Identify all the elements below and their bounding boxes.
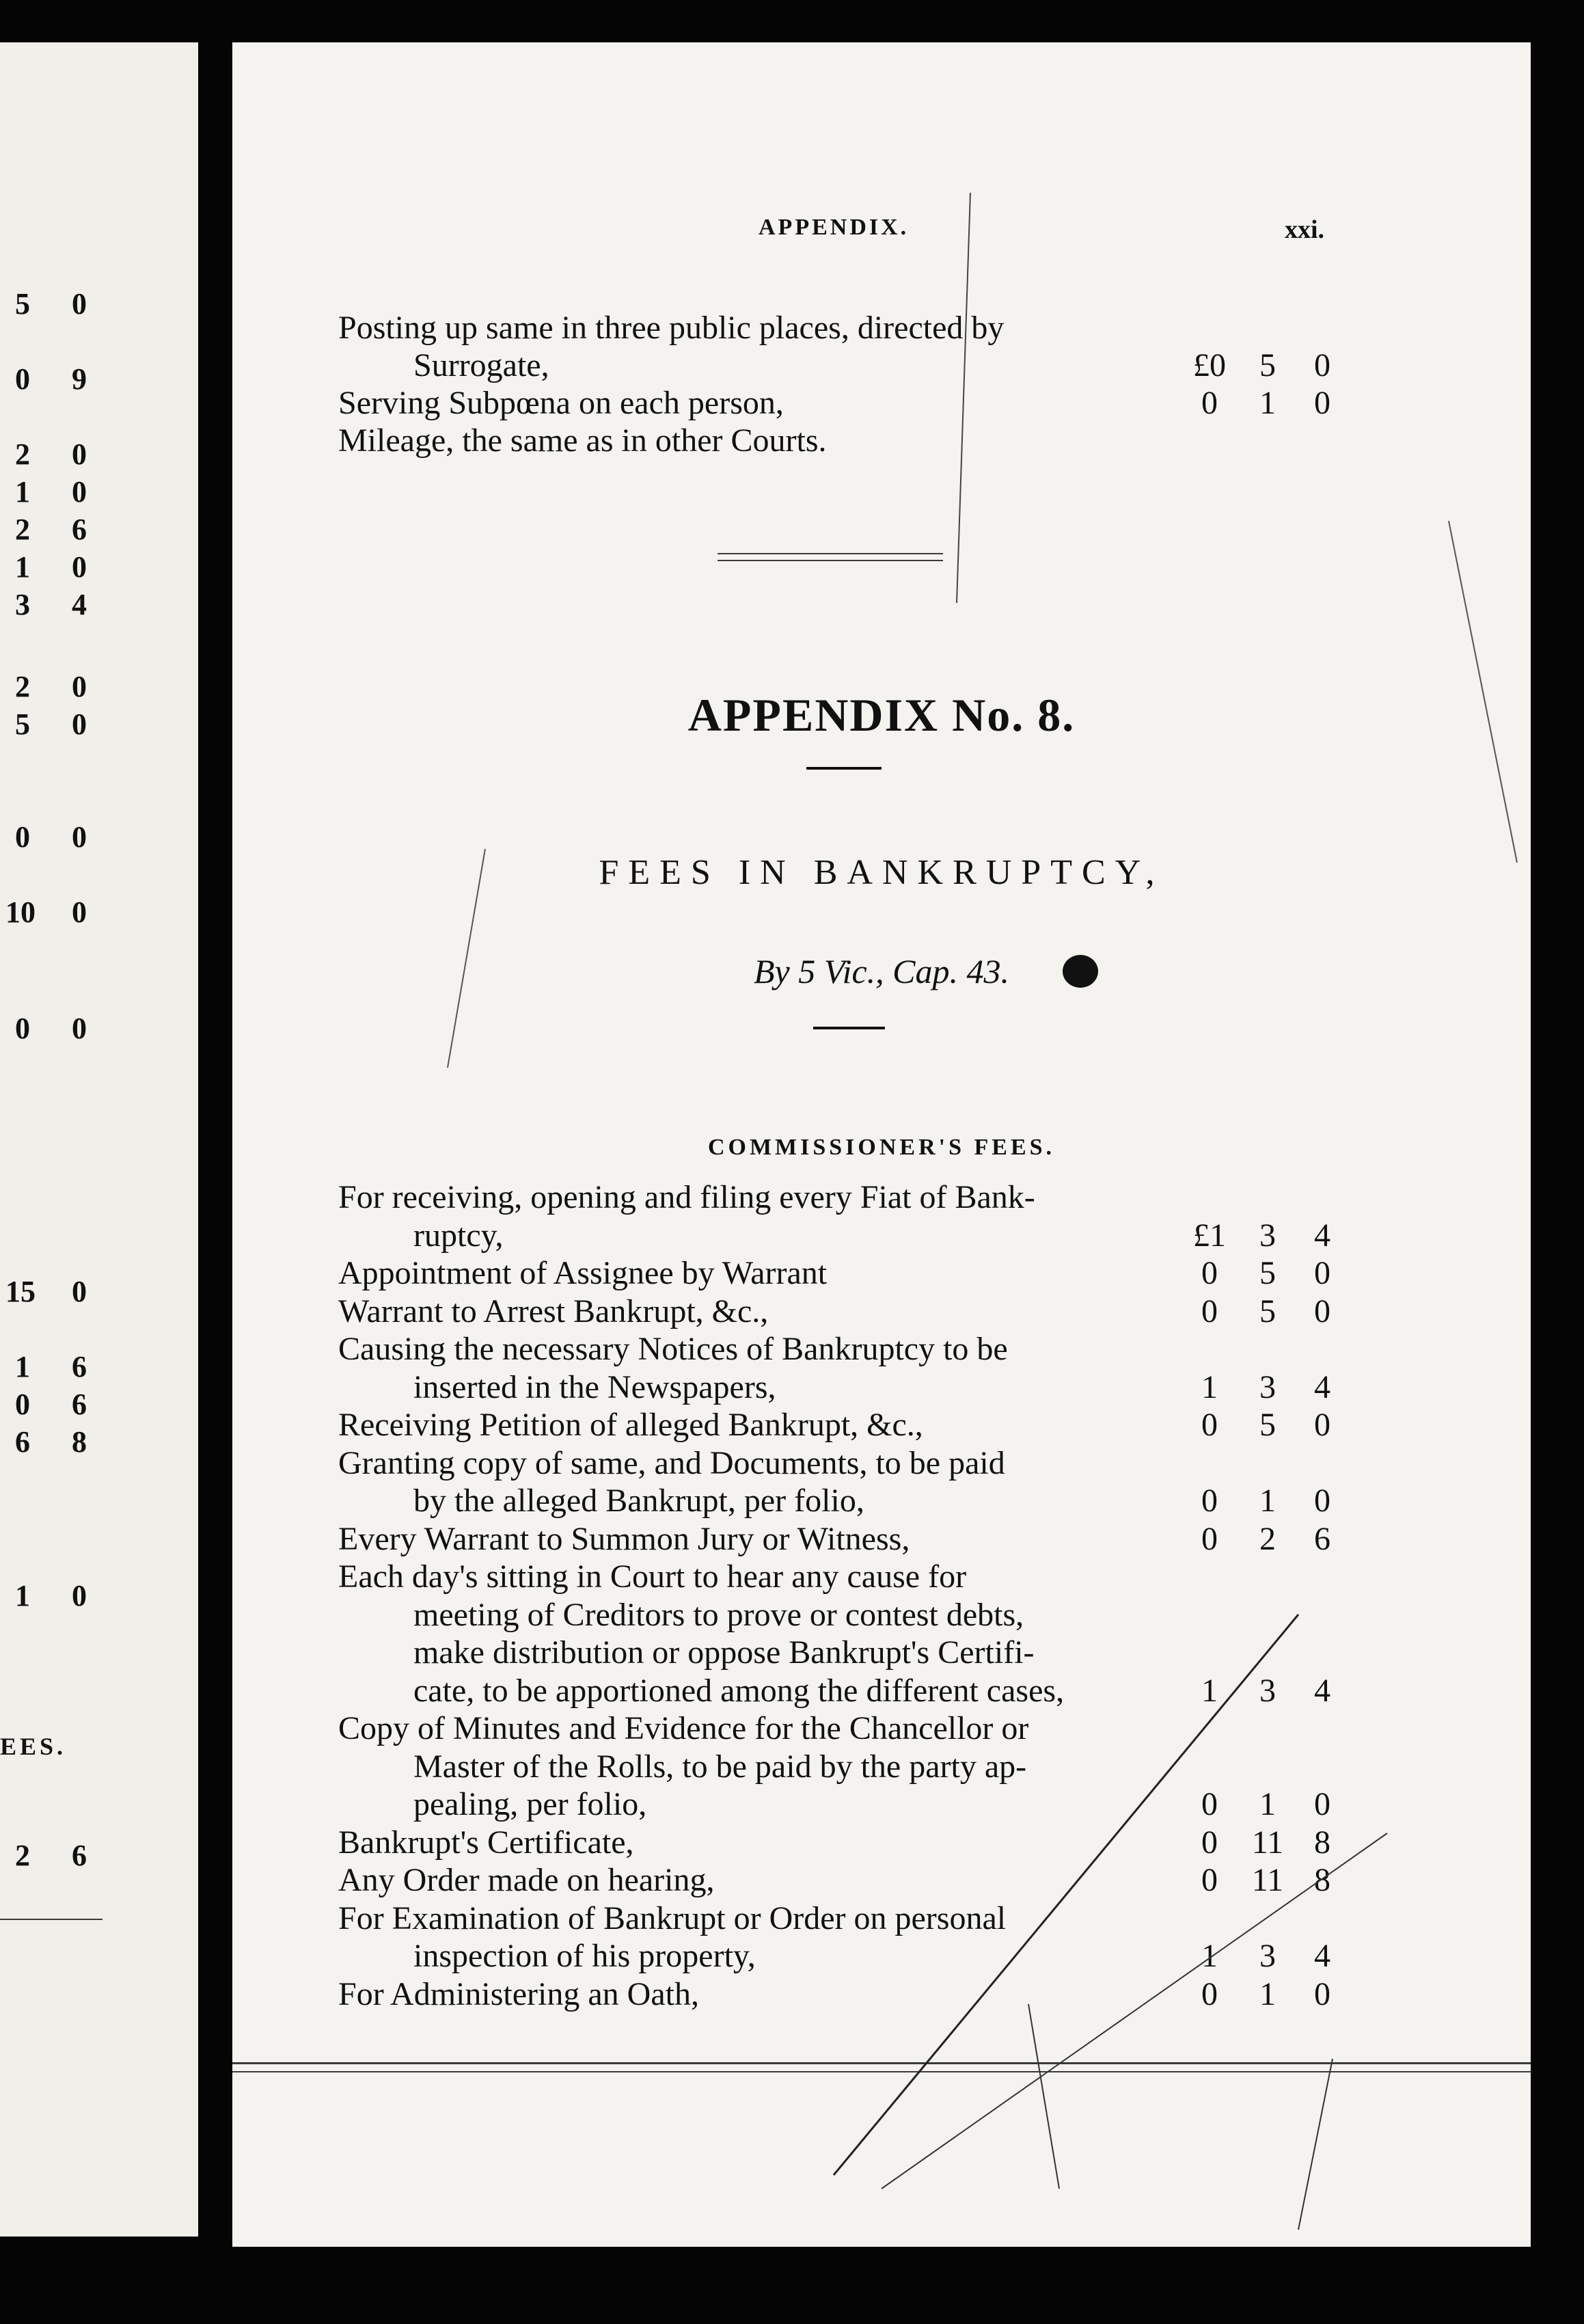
fee-amount-pounds: 1 [1201,1938,1218,1974]
fee-amount-shillings: 3 [1259,1672,1276,1709]
fee-amount-pence: 0 [1314,1255,1330,1291]
fee-amount-pence: 4 [1314,1938,1330,1974]
fee-amount-pence: 0 [1314,1975,1330,2012]
fee-description: meeting of Creditors to prove or contest debts, [413,1596,1024,1633]
fee-amount-pence: 0 [1314,385,1330,421]
fee-amount-pence: 6 [1314,1520,1330,1557]
left-amount-pence: 9 [72,362,87,396]
fee-amount-shillings: 3 [1259,1217,1276,1254]
left-amount-shillings: 2 [15,1839,30,1872]
fee-description: Mileage, the same as in other Courts. [338,422,827,459]
left-amount-shillings: 1 [15,475,30,509]
fee-amount-pounds: 0 [1201,1786,1218,1822]
act-reference: By 5 Vic., Cap. 43. [754,952,1009,990]
fee-description: cate, to be apportioned among the different cases, [413,1672,1065,1709]
fee-amount-pence: 0 [1314,1786,1330,1822]
fee-amount-shillings: 3 [1259,1938,1276,1974]
document-page [232,42,1531,2247]
fee-amount-pounds: 0 [1201,1862,1218,1898]
fee-amount-pence: 4 [1314,1368,1330,1405]
left-amount-shillings: 2 [15,670,30,703]
fee-description: Causing the necessary Notices of Bankruptcy to be [338,1331,1008,1367]
subsection-title: COMMISSIONER'S FEES. [707,1135,1056,1160]
left-amount-pence: 6 [72,513,87,546]
fee-description: For receiving, opening and filing every Fiat of Bank- [338,1179,1035,1215]
left-page-fragment [0,42,198,2237]
left-amount-pence: 0 [72,550,87,584]
fee-amount-pence: 0 [1314,1483,1330,1519]
fee-amount-shillings: 5 [1259,1255,1276,1291]
fee-description: inserted in the Newspapers, [413,1368,776,1405]
fee-description: Any Order made on hearing, [338,1862,715,1898]
fee-amount-shillings: 1 [1259,385,1276,421]
left-fragment-heading: EES. [0,1733,67,1760]
left-amount-shillings: 3 [15,588,30,621]
fee-description: Serving Subpœna on each person, [338,385,784,421]
left-amount-shillings: 1 [15,1350,30,1383]
left-amount-shillings: 10 [5,895,36,929]
fee-amount-shillings: 5 [1259,1293,1276,1329]
left-amount-shillings: 5 [15,287,30,321]
left-amount-shillings: 0 [15,820,30,854]
fee-amount-pence: 0 [1314,1407,1330,1443]
left-amount-shillings: 2 [15,513,30,546]
left-amount-shillings: 1 [15,550,30,584]
left-amount-pence: 0 [72,820,87,854]
fee-description: For Examination of Bankrupt or Order on personal [338,1900,1007,1936]
left-amount-pence: 0 [72,437,87,471]
left-amount-pence: 0 [72,1579,87,1612]
fee-amount-pence: 8 [1314,1824,1330,1861]
fee-amount-pounds: 0 [1201,1975,1218,2012]
left-amount-pence: 6 [72,1350,87,1383]
fee-amount-shillings: 5 [1259,1407,1276,1443]
fee-description: Bankrupt's Certificate, [338,1824,634,1861]
left-amount-pence: 0 [72,1012,87,1045]
fee-description: by the alleged Bankrupt, per folio, [413,1483,864,1519]
fee-description: Each day's sitting in Court to hear any cause for [338,1558,967,1595]
fee-amount-shillings: 1 [1259,1786,1276,1822]
left-amount-shillings: 0 [15,362,30,396]
fee-amount-shillings: 1 [1259,1975,1276,2012]
left-amount-pence: 6 [72,1388,87,1421]
fee-amount-pounds: 0 [1201,1520,1218,1557]
section-title: FEES IN BANKRUPTCY, [599,853,1164,892]
left-amount-pence: 0 [72,287,87,321]
left-amount-pence: 0 [72,1275,87,1308]
left-amount-shillings: 0 [15,1388,30,1421]
fee-description: ruptcy, [413,1217,504,1254]
page-number: xxi. [1285,215,1325,244]
fee-amount-shillings: 1 [1259,1483,1276,1519]
fee-amount-pence: 4 [1314,1672,1330,1709]
appendix-title: APPENDIX No. 8. [687,689,1076,741]
fee-description: Master of the Rolls, to be paid by the party ap- [413,1748,1027,1785]
left-amount-shillings: 1 [15,1579,30,1612]
fee-amount-shillings: 2 [1259,1520,1276,1557]
fee-amount-shillings: 11 [1251,1862,1284,1898]
fee-description: Surrogate, [413,347,549,383]
left-amount-pence: 0 [72,670,87,703]
fee-amount-pence: 4 [1314,1217,1330,1254]
fee-description: Every Warrant to Summon Jury or Witness, [338,1520,910,1557]
fee-description: Receiving Petition of alleged Bankrupt, &c., [338,1407,923,1443]
fee-amount-shillings: 11 [1251,1824,1284,1861]
running-header: APPENDIX. [759,215,910,240]
fee-description: make distribution or oppose Bankrupt's Certifi- [413,1634,1035,1671]
fee-description: Appointment of Assignee by Warrant [338,1255,828,1291]
left-amount-shillings: 0 [15,1012,30,1045]
fee-amount-pounds: 0 [1201,1824,1218,1861]
fee-amount-pounds: 1 [1201,1672,1218,1709]
fee-description: Copy of Minutes and Evidence for the Chancellor or [338,1710,1029,1746]
scan-scratches [232,42,1531,2247]
left-amount-shillings: 5 [15,707,30,741]
fee-amount-pence: 0 [1314,1293,1330,1329]
fee-description: For Administering an Oath, [338,1975,699,2012]
fee-amount-pounds: 0 [1201,1293,1218,1329]
fee-description: Warrant to Arrest Bankrupt, &c., [338,1293,769,1329]
fee-amount-pence: 8 [1314,1862,1330,1898]
left-amount-pence: 0 [72,895,87,929]
fee-amount-pounds: 1 [1201,1368,1218,1405]
fee-amount-pounds: 0 [1201,385,1218,421]
left-amount-shillings: 6 [15,1425,30,1459]
fee-amount-shillings: 5 [1259,347,1276,383]
left-rule [0,1919,103,1920]
left-amount-pence: 0 [72,707,87,741]
fee-amount-shillings: 3 [1259,1368,1276,1405]
fee-description: Granting copy of same, and Documents, to be paid [338,1444,1005,1481]
fee-amount-pence: 0 [1314,347,1330,383]
left-amount-pence: 0 [72,475,87,509]
fee-amount-pounds: 0 [1201,1407,1218,1443]
left-amount-shillings: 15 [5,1275,36,1308]
fee-amount-pounds: 0 [1201,1255,1218,1291]
fee-description: inspection of his property, [413,1938,756,1974]
fee-amount-pounds: £1 [1193,1217,1226,1254]
fee-description: Posting up same in three public places, directed by [338,310,1005,346]
left-amount-pence: 4 [72,588,87,621]
left-amount-pence: 6 [72,1839,87,1872]
left-amount-pence: 8 [72,1425,87,1459]
fee-amount-pounds: 0 [1201,1483,1218,1519]
fee-description: pealing, per folio, [413,1786,647,1822]
left-amount-shillings: 2 [15,437,30,471]
fee-amount-pounds: £0 [1193,347,1226,383]
